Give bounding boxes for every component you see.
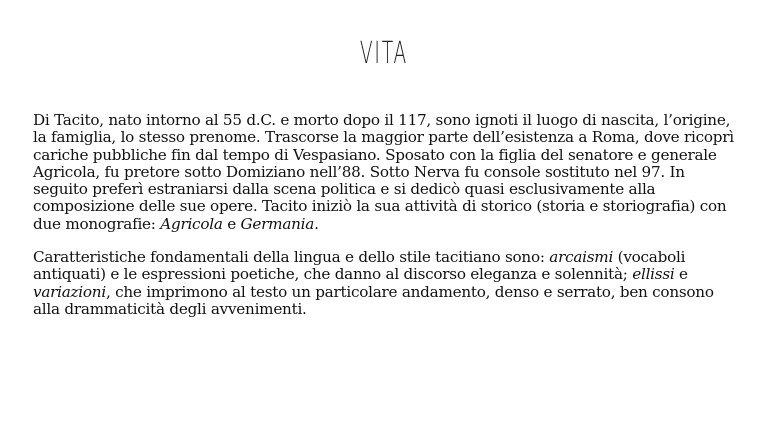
term-variazioni: variazioni [33,282,106,301]
work-germania: Germania [240,214,315,233]
slide-title: VITA [359,36,409,71]
paragraph-style [33,249,743,318]
work-agricola: Agricola [160,214,223,233]
style-text-middle: (vocaboli antiquati) e le espressioni poetiche, che danno al discorso eleganza e solennità; [33,248,686,284]
term-arcaismi: arcaismi [549,248,614,267]
period: . [314,214,319,233]
style-text-intro: Caratteristiche fondamentali della lingua e dello stile tacitiano sono: [33,248,550,267]
conjunction: e [674,265,688,284]
style-text-end: , che imprimono al testo un particolare andamento, denso e serrato, ben consono alla drammaticità degli avvenimenti. [33,282,714,318]
slide-body [33,112,743,318]
term-ellissi: ellissi [632,265,675,284]
biography-text: Di Tacito, nato intorno al 55 d.C. e morto dopo il 117, sono ignoti il luogo di nascita, l’origine, la famiglia, lo stesso prenome. Trascorse la maggior parte dell’esistenza a Roma, dove ricoprì cariche pubbliche fin dal tempo di Vespasiano. Sposato con la figlia del senatore e generale Agricola, fu pretore sotto Domiziano nell’88. Sotto Nerva fu console sostituto nel 97. In seguito preferì estraniarsi dalla scena politica e si dedicò quasi esclusivamente alla composizione delle sue opere. Tacito iniziò la sua attività di storico (storia e storiografia) con due monografie: [33,111,734,233]
paragraph-biography [33,112,743,233]
conjunction: e [222,214,241,233]
